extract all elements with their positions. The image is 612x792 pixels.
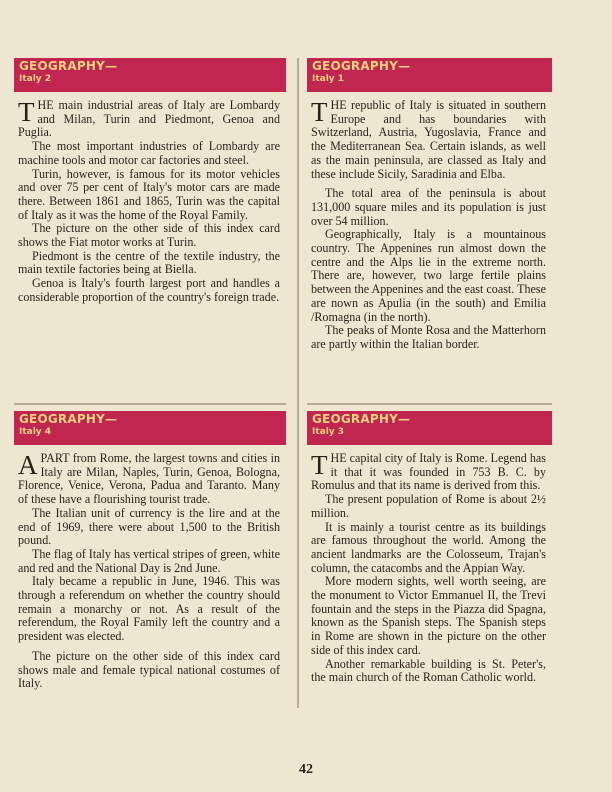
paragraph: THE capital city of Italy is Rome. Legend has it that it was founded in 753 B. C. by Romulus and that its name is derived from this. [311,450,546,493]
card-banner [307,58,552,92]
paragraph: The present population of Rome is about 2½ million. [311,492,546,520]
card-heading: GEOGRAPHY— [312,412,411,426]
card-body [14,99,286,305]
card-banner [14,58,286,92]
card-subheading: Italy 3 [312,427,345,437]
card-subheading: Italy 1 [312,74,345,84]
card-heading: GEOGRAPHY— [19,59,118,73]
card-italy-1 [307,58,552,352]
card-body [307,452,552,685]
card-heading: GEOGRAPHY— [19,412,118,426]
paragraph: The Italian unit of currency is the lire and at the end of 1969, there were about 1,500 to the British pound. [18,505,280,548]
paragraph: The most important industries of Lombardy are machine tools and motor car factories and steel. [18,139,280,167]
paragraph: Genoa is Italy's fourth largest port and handles a considerable proportion of the country's foreign trade. [18,276,280,304]
paragraph: The total area of the peninsula is about 131,000 square miles and its population is just over 54 million. [311,186,546,228]
drop-cap: A [18,450,38,480]
drop-cap: T [18,97,35,127]
paragraph: Another remarkable building is St. Peter's, the main church of the Roman Catholic world. [311,656,546,685]
card-body [14,452,286,691]
card-banner [307,411,552,445]
card-italy-4 [14,411,286,691]
card-body [307,99,552,352]
paragraph: Italy became a republic in June, 1946. This was through a referendum on whether the country should remain a monarchy or not. As a result of the referendum, the Royal Family left the country and a president was elected. [18,574,280,644]
paragraph: More modern sights, well worth seeing, are the monument to Victor Emmanuel II, the Trevi fountain and the steps in the Piazza did Spagna, known as the Spanish steps. The Spanish steps in Rome are shown in the picture on the other side of this index card. [311,574,546,657]
paragraph: THE main industrial areas of Italy are Lombardy and Milan, Turin and Piedmont, Genoa and Puglia. [18,97,280,140]
paragraph: The picture on the other side of this index card shows the Fiat motor works at Turin. [18,221,280,250]
paragraph: The peaks of Monte Rosa and the Matterhorn are partly within the Italian border. [311,323,546,351]
drop-cap: T [311,97,328,127]
paragraph: Geographically, Italy is a mountainous country. The Appenines run almost down the centre and the Alps lie in the extreme north. There are, however, two large fertile plains between the Appenines and the east coast. These are nown as Apulia (in the south) and Emilia /Romagna (in the north). [311,227,546,324]
paragraph: APART from Rome, the largest towns and cities in Italy are Milan, Naples, Turin, Genoa, Bologna, Florence, Venice, Verona, Padua and Taranto. Many of these have a flourishing tourist trade. [18,450,280,507]
card-heading: GEOGRAPHY— [312,59,411,73]
page-number: 42 [299,762,313,777]
row-divider-left [14,403,286,405]
paragraph: The picture on the other side of this index card shows male and female typical national costumes of Italy. [18,648,280,691]
card-subheading: Italy 4 [19,427,52,437]
paragraph: THE republic of Italy is situated in southern Europe and has boundaries with Switzerland, Austria, Yugoslavia, France and the Mediterranean Sea. Certain islands, as well as the main peninsula, are classed as Italy and these include Sicily, Saradinia and Elba. [311,97,546,181]
drop-cap: T [311,450,328,480]
column-divider [297,58,299,708]
card-banner [14,411,286,445]
row-divider-right [307,403,552,405]
paragraph: The flag of Italy has vertical stripes of green, white and red and the National Day is 2nd June. [18,546,280,575]
paragraph: It is mainly a tourist centre as its buildings are famous throughout the world. Among the ancient landmarks are the Colosseum, Trajan's column, the catacombs and the Appian Way. [311,519,546,575]
card-subheading: Italy 2 [19,74,52,84]
card-italy-3 [307,411,552,685]
paragraph: Turin, however, is famous for its motor vehicles and over 75 per cent of Italy's motor cars are made there. Between 1861 and 1865, Turin was the capital of Italy as it was the home of the Royal Family. [18,166,280,222]
card-italy-2 [14,58,286,305]
paragraph: Piedmont is the centre of the textile industry, the main textile factories being at Biella. [18,248,280,277]
